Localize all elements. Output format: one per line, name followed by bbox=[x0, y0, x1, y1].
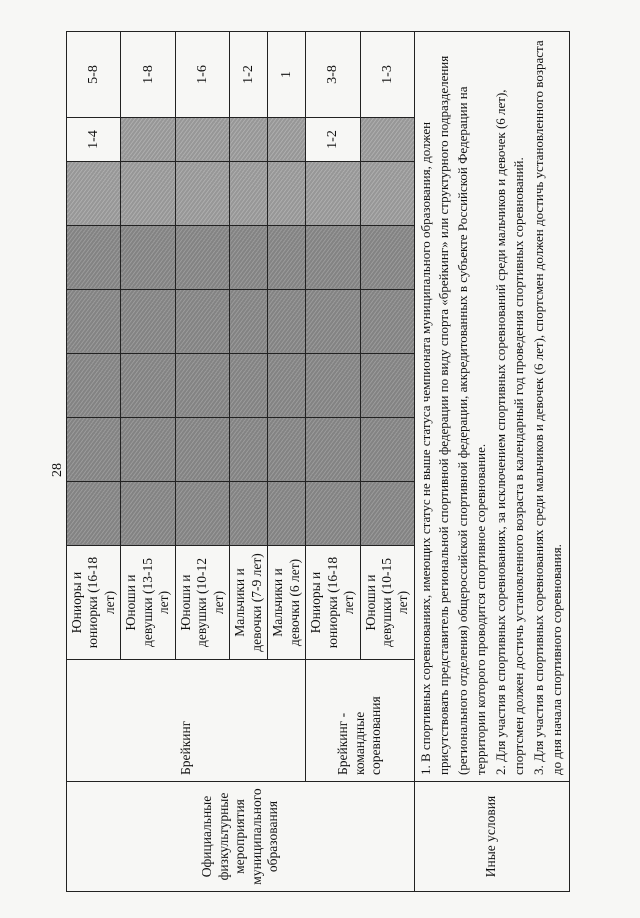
shaded-cell bbox=[268, 354, 306, 418]
shaded-cell bbox=[306, 290, 360, 354]
shaded-cell bbox=[268, 226, 306, 290]
place-cell: 1 bbox=[268, 32, 306, 118]
age-group-cell: Юниоры и юниорки (16-18 лет) bbox=[306, 546, 360, 660]
shaded-cell bbox=[121, 290, 175, 354]
shaded-cell bbox=[230, 290, 268, 354]
shaded-cell bbox=[306, 226, 360, 290]
shaded-cell bbox=[175, 162, 229, 226]
shaded-cell bbox=[360, 226, 414, 290]
page-number: 28 bbox=[50, 463, 65, 477]
condition-item: 1. В спортивных соревнованиях, имеющих статус не выше статуса чемпионата муниципального образования, должен присутствовать представитель региональной спортивной федерации по виду спорта «брейкинг» или структурного подразделения (регионального отделения) общероссийской спортивной федерации, аккредитованных в субъекте Российской Федерации на территории которого проводится спортивное соревнование. bbox=[417, 55, 489, 775]
shaded-cell bbox=[175, 290, 229, 354]
shaded-cell bbox=[67, 418, 121, 482]
age-group-cell: Юниоры и юниорки (16-18 лет) bbox=[67, 546, 121, 660]
shaded-cell bbox=[175, 118, 229, 162]
discipline-cell: Брейкинг bbox=[67, 660, 306, 782]
shaded-cell bbox=[67, 354, 121, 418]
shaded-cell bbox=[306, 482, 360, 546]
shaded-cell bbox=[67, 290, 121, 354]
shaded-cell bbox=[268, 118, 306, 162]
age-group-cell: Мальчики и девочки (6 лет) bbox=[268, 546, 306, 660]
discipline-cell: Брейкинг - командные соревнования bbox=[306, 660, 415, 782]
shaded-cell bbox=[121, 226, 175, 290]
table-row bbox=[306, 32, 360, 892]
shaded-cell bbox=[360, 290, 414, 354]
place-cell: 3-8 bbox=[306, 32, 360, 118]
shaded-cell bbox=[230, 162, 268, 226]
condition-item: 3. Для участия в спортивных соревнованиях среди мальчиков и девочек (6 лет), спортсмен должен достичь установленного возраста до дня начала спортивного соревнования. bbox=[530, 40, 565, 775]
shaded-cell bbox=[268, 162, 306, 226]
competition-table bbox=[66, 31, 570, 892]
shaded-cell bbox=[67, 162, 121, 226]
shaded-cell bbox=[175, 418, 229, 482]
shaded-cell bbox=[175, 226, 229, 290]
shaded-cell bbox=[121, 482, 175, 546]
place-cell: 1-2 bbox=[230, 32, 268, 118]
shaded-cell bbox=[268, 290, 306, 354]
conditions-text bbox=[414, 32, 569, 782]
shaded-cell bbox=[306, 354, 360, 418]
place-cell: 1-6 bbox=[175, 32, 229, 118]
shaded-cell bbox=[306, 162, 360, 226]
shaded-cell bbox=[360, 354, 414, 418]
age-group-cell: Юноши и девушки (13-15 лет) bbox=[121, 546, 175, 660]
table-row bbox=[67, 32, 121, 892]
place-cell: 1-8 bbox=[121, 32, 175, 118]
condition-item: 2. Для участия в спортивных соревнованиях, за исключением спортивных соревнований среди мальчиков и девочек (6 лет), спортсмен должен достичь установленного возраста в календарный год проведения спортивных соревнований. bbox=[492, 89, 527, 775]
age-group-cell: Юноши и девушки (10-15 лет) bbox=[360, 546, 414, 660]
place-cell: 1-4 bbox=[67, 118, 121, 162]
shaded-cell bbox=[230, 226, 268, 290]
shaded-cell bbox=[67, 482, 121, 546]
shaded-cell bbox=[360, 482, 414, 546]
shaded-cell bbox=[360, 162, 414, 226]
age-group-cell: Мальчики и девочки (7-9 лет) bbox=[230, 546, 268, 660]
shaded-cell bbox=[268, 418, 306, 482]
shaded-cell bbox=[268, 482, 306, 546]
age-group-cell: Юноши и девушки (10-12 лет) bbox=[175, 546, 229, 660]
shaded-cell bbox=[175, 354, 229, 418]
shaded-cell bbox=[306, 418, 360, 482]
shaded-cell bbox=[67, 226, 121, 290]
shaded-cell bbox=[121, 118, 175, 162]
shaded-cell bbox=[360, 418, 414, 482]
shaded-cell bbox=[230, 482, 268, 546]
conditions-label: Иные условия bbox=[414, 782, 569, 892]
place-cell: 1-3 bbox=[360, 32, 414, 118]
shaded-cell bbox=[121, 162, 175, 226]
event-category-cell: Официальные физкультурные мероприятия муниципального образования bbox=[67, 782, 415, 892]
shaded-cell bbox=[121, 354, 175, 418]
shaded-cell bbox=[360, 118, 414, 162]
shaded-cell bbox=[121, 418, 175, 482]
place-cell: 1-2 bbox=[306, 118, 360, 162]
shaded-cell bbox=[230, 118, 268, 162]
place-cell: 5-8 bbox=[67, 32, 121, 118]
shaded-cell bbox=[175, 482, 229, 546]
table-row bbox=[414, 32, 569, 892]
rotated-page-content bbox=[66, 32, 565, 892]
shaded-cell bbox=[230, 354, 268, 418]
shaded-cell bbox=[230, 418, 268, 482]
